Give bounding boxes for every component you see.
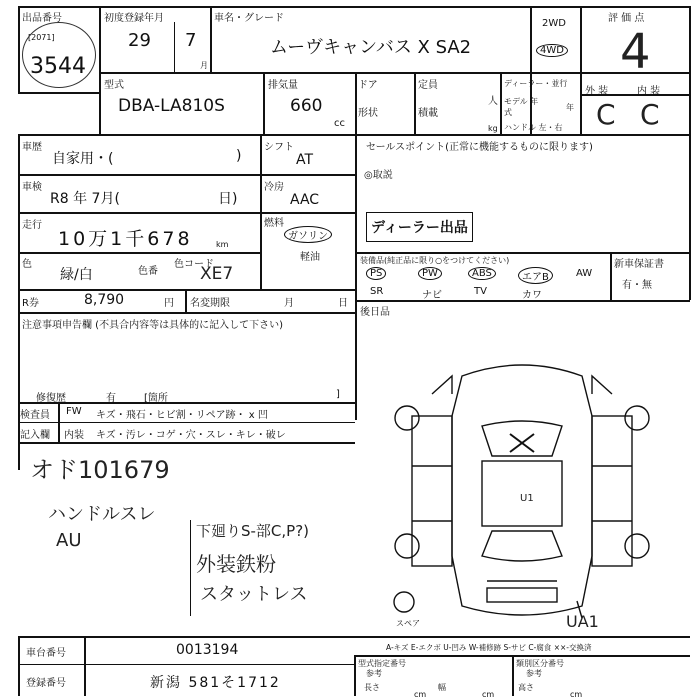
equip-abs: ABS [468,267,496,280]
ref-label-2: 参考 [526,669,542,678]
dealer-badge: ディーラー出品 [366,212,473,242]
reg-number-label: 登録番号 [26,678,66,689]
dealer-label: ディーラー・並行 [504,79,568,88]
hw-startless: スタットレス [200,584,308,605]
fuel-gasoline: ガソリン [284,226,332,243]
name-change-label: 名変期限 [190,298,230,309]
repair-value: 有 [106,393,116,404]
equip-aw: AW [576,268,593,279]
damage-legend: A-キズ E-エクボ U-凹み W-補修跡 S-サビ C-腐食 ××-交換済 [386,643,592,652]
warranty-label: 新車保証書 [614,259,664,270]
displacement-value: 660 [290,96,323,116]
category-label: 類別区分番号 [516,659,564,668]
hw-odometer: オド101679 [30,456,170,484]
history-value: 自家用・( [52,151,114,167]
yen-unit: 円 [164,298,174,309]
interior-note-text: キズ・汚レ・コゲ・穴・スレ・キレ・破レ [96,430,286,441]
hw-u1: U1 [520,493,534,504]
hw-under-note: 下廻りS-部C,P?) [196,522,310,540]
inspection-label: 車検 [22,182,42,193]
history-label: 車歴 [22,142,42,153]
handle-label: ハンドル 左・右 [504,123,563,132]
shape-label: 形状 [358,108,378,119]
equip-sr: SR [370,286,384,297]
history-close: ) [236,148,242,164]
fw-text: キズ・飛石・ヒビ割・リペア跡・ x 凹 [96,410,268,421]
person-unit: 人 [488,96,498,107]
ref-label-1: 参考 [366,669,382,678]
first-reg-label: 初度登録年月 [104,13,164,24]
km-unit: km [216,240,229,249]
hw-handle-wear: ハンドルスレ [48,504,156,525]
spare-label: スペア [396,619,420,628]
load-label: 積載 [418,108,438,119]
equip-airbag: エアB [518,267,553,284]
location-close: ] [336,389,340,400]
mileage-label: 走行 [22,220,42,231]
width-label: 幅 [438,683,446,692]
color-code-label: 色コード [174,259,214,270]
equip-tv: TV [474,286,487,297]
height-unit: cm [570,690,583,699]
name-grade-label: 車名・グレード [214,13,284,24]
score-value: 4 [620,24,651,80]
equipment-label: 装備品(純正品に限り○をつけてください) [360,256,510,265]
mileage-value: 10万1千678 [58,228,193,250]
score-label: 評 価 点 [608,13,645,24]
model-year-label: モデル 年式 [504,97,539,117]
equip-leather: カワ [522,290,542,301]
interior-note-label: 内装 [64,430,84,441]
inspector-label: 検査員 [20,410,50,421]
color-no-label: 色番 [138,266,158,277]
reg-month: 7 [185,30,197,51]
lot-circle [22,22,96,88]
car-damage-diagram [392,356,652,626]
height-label: 高さ [518,683,534,692]
repair-label: 修復歴 [36,393,66,404]
car-name: ムーヴキャンバス X SA2 [270,37,472,58]
hw-exterior-iron: 外装鉄粉 [196,552,276,576]
model-value: DBA-LA810S [118,96,225,116]
model-label: 型式 [104,80,124,91]
color-label: 色 [22,259,32,270]
equip-navi: ナビ [422,290,442,301]
interior-label: 内 装 [637,86,661,97]
equip-pw: PW [418,267,442,280]
shift-label: シフト [264,142,294,153]
drive-2wd: 2WD [542,18,566,29]
recycle-value: 8,790 [84,292,125,308]
hw-au: AU [56,530,82,551]
sales-point-1: ◎取説 [364,170,393,181]
month-unit: 月 [200,61,208,70]
interior-grade: C [640,98,660,131]
equip-ps: PS [366,267,386,280]
reg-year: 29 [128,30,151,51]
inspection-day: 日) [218,191,238,207]
lot-sub: [2071] [28,33,55,42]
reg-number: 新潟 581そ1712 [150,675,281,691]
name-change-day: 日 [338,298,348,309]
length-unit: cm [414,690,427,699]
recycle-label: R券 [22,298,39,309]
color-value: 緑/白 [60,267,93,283]
door-label: ドア [358,80,378,91]
name-change-month: 月 [284,298,294,309]
fw-label: FW [66,406,82,417]
rear-items-label: 後日品 [360,307,390,318]
shift-value: AT [296,152,314,168]
ac-label: 冷房 [264,182,284,193]
displacement-label: 排気量 [268,80,298,91]
chassis-label: 車台番号 [26,648,66,659]
inspection-value: R8 年 7月( [50,191,120,207]
ac-value: AAC [290,192,320,208]
sales-points-label: セールスポイント(正常に機能するものに限ります) [366,142,593,153]
exterior-label: 外 装 [585,86,609,97]
location-label: [箇所 [144,393,168,404]
notes-header: 注意事項申告欄 (不具合内容等は具体的に記入して下さい) [22,320,283,331]
drive-4wd: 4WD [536,44,568,57]
lot-number: 3544 [30,54,86,79]
exterior-grade: C [596,98,616,131]
width-unit: cm [482,690,495,699]
length-label: 長さ [364,683,380,692]
warranty-value: 有・無 [622,280,652,291]
chassis-number: 0013194 [176,642,239,658]
special-number-label: 型式指定番号 [358,659,406,668]
capacity-label: 定員 [418,80,438,91]
recorder-label: 記入欄 [20,430,50,441]
cc-unit: cc [334,118,345,129]
color-code: XE7 [200,264,234,284]
hw-ua1: UA1 [566,612,599,631]
fuel-diesel: 軽油 [300,252,320,263]
kg-unit: kg [488,124,498,133]
year-suffix: 年 [566,103,574,112]
lot-label: 出品番号 [22,13,62,24]
fuel-label: 燃料 [264,218,284,229]
